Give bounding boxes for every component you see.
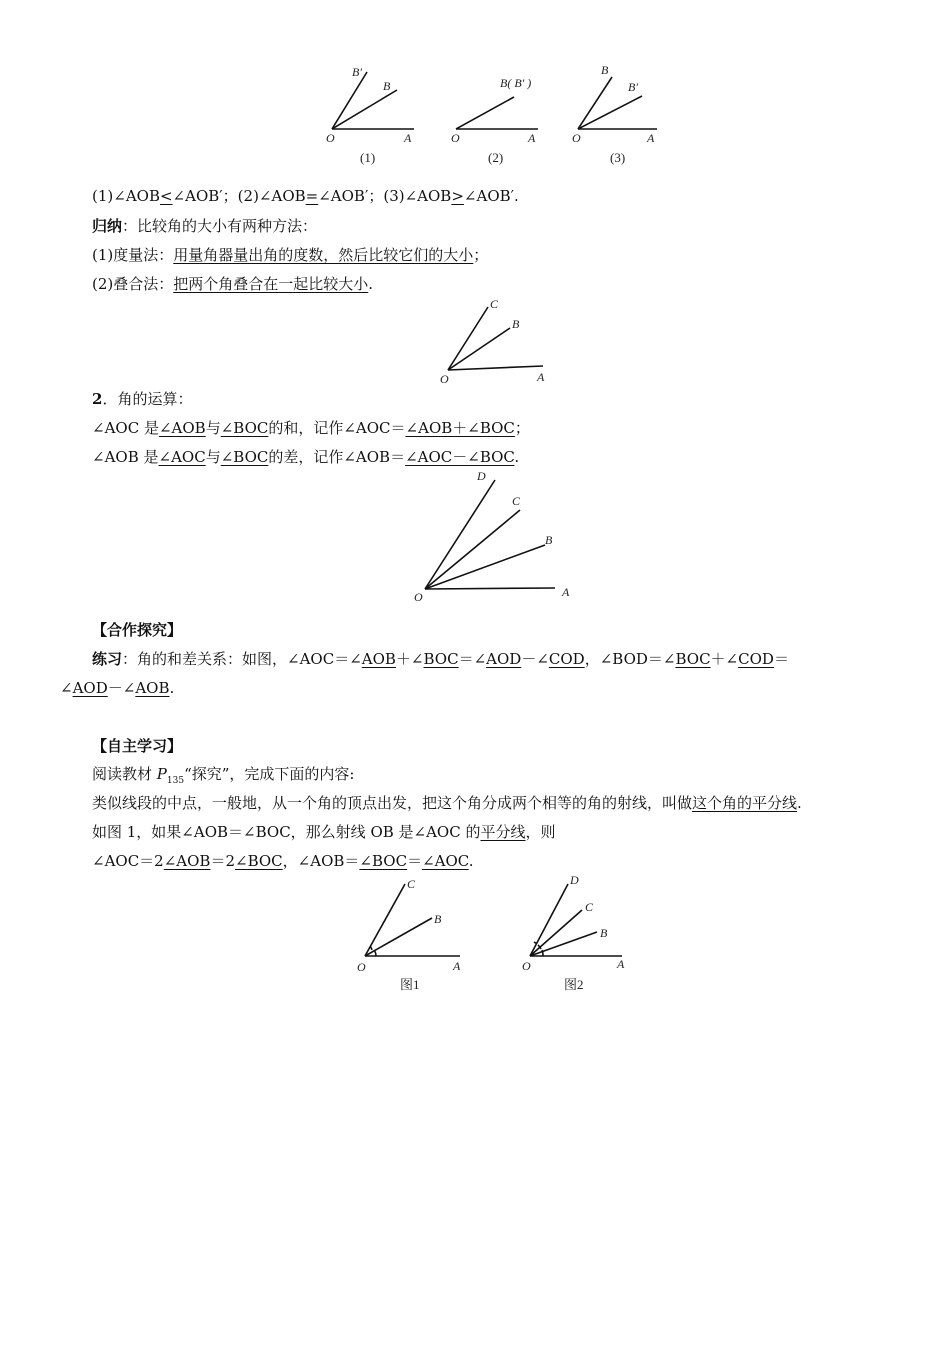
angle-compare-figure — [320, 60, 670, 170]
text: ，则 — [525, 823, 556, 841]
text: ； — [514, 419, 530, 437]
text: . — [169, 679, 175, 697]
text: . — [468, 852, 474, 870]
section-title: ．角的运算： — [102, 390, 193, 408]
label-o: O — [451, 131, 460, 145]
answer: BOC — [423, 650, 459, 668]
label-b: B — [512, 317, 520, 331]
page-ref: P — [156, 765, 167, 783]
answer: ∠AOC — [158, 448, 206, 466]
answer: 平分线 — [480, 823, 526, 841]
answer: AOB — [361, 650, 396, 668]
method-2-label: (2)叠合法： — [92, 275, 174, 293]
read-line — [92, 764, 354, 791]
answer: ∠BOC — [359, 852, 408, 870]
label-o: O — [414, 590, 423, 604]
label-o: O — [440, 372, 449, 386]
text: ∠AOB′. — [463, 187, 519, 205]
text: ； — [473, 246, 489, 264]
bisector-figures — [350, 872, 650, 997]
answer-1: < — [159, 187, 173, 205]
page-number: 135 — [166, 776, 185, 786]
equation-line — [92, 851, 474, 871]
answer: AOD — [72, 679, 108, 697]
figure-panel-3 — [572, 63, 657, 165]
label-o: O — [357, 960, 366, 974]
example-line — [92, 822, 556, 842]
method-1-label: (1)度量法： — [92, 246, 174, 264]
answer: ∠AOC — [422, 852, 469, 870]
label-b: B — [601, 63, 609, 77]
text: ，∠BOD＝∠ — [584, 650, 676, 668]
label-d: D — [570, 873, 579, 887]
label-d: D — [477, 469, 486, 483]
answer: ∠AOB — [163, 852, 211, 870]
text: ∠AOC＝2 — [92, 852, 164, 870]
figure-panel-1 — [326, 65, 414, 165]
self-heading: 【自主学习】 — [92, 737, 183, 755]
label-o: O — [572, 131, 581, 145]
answer: ∠AOC－∠BOC — [405, 448, 515, 466]
label-b-prime: B′ — [352, 65, 362, 79]
text: 的和，记作∠AOC＝ — [268, 419, 406, 437]
ops-line-1 — [92, 418, 530, 438]
text: 的差，记作∠AOB＝ — [268, 448, 406, 466]
answer: ∠AOB＋∠BOC — [405, 419, 515, 437]
label-c: C — [490, 297, 499, 311]
section-number: 2 — [92, 390, 103, 408]
caption-3: (3) — [610, 150, 626, 165]
answer: 这个角的平分线 — [692, 794, 798, 812]
summary-text: ：比较角的大小有两种方法： — [122, 217, 318, 235]
figure-1 — [357, 877, 461, 992]
label-c: C — [585, 900, 594, 914]
angle-four-rays-figure — [410, 465, 580, 605]
text: . — [368, 275, 374, 293]
label-b-b-prime: B( B′ ) — [500, 76, 532, 90]
label-o: O — [522, 959, 531, 973]
caption-1: (1) — [360, 150, 376, 165]
definition-line — [92, 793, 802, 813]
label-a: A — [617, 957, 625, 971]
text: ∠AOB′；(2)∠AOB — [172, 187, 306, 205]
answer: ∠AOB — [158, 419, 206, 437]
coop-heading: 【合作探究】 — [92, 621, 183, 639]
label-c: C — [407, 877, 416, 891]
coop-line-2 — [60, 678, 174, 698]
text: －∠ — [107, 679, 136, 697]
label-b: B — [383, 79, 391, 93]
text: (1)∠AOB — [92, 187, 160, 205]
label-b-prime: B′ — [628, 80, 638, 94]
label-c: C — [512, 494, 521, 508]
answer: ∠BOC — [220, 419, 269, 437]
method-1-answer: 用量角器量出角的度数，然后比较它们的大小 — [173, 246, 474, 264]
text: ：角的和差关系：如图，∠AOC＝∠ — [122, 650, 362, 668]
answer: BOC — [675, 650, 711, 668]
coop-line-1 — [92, 649, 789, 669]
text: ，∠AOB＝ — [282, 852, 360, 870]
ops-title — [92, 389, 192, 409]
label-b: B — [434, 912, 442, 926]
label-a: A — [404, 131, 412, 145]
text: “探究”，完成下面的内容: — [184, 765, 355, 783]
answer-2: = — [305, 187, 319, 205]
text: ＋∠ — [395, 650, 424, 668]
practice-label: 练习 — [92, 650, 123, 668]
text: ∠AOB 是 — [92, 448, 159, 466]
text: ∠ — [60, 679, 73, 697]
method-2-answer: 把两个角叠合在一起比较大小 — [173, 275, 369, 293]
text: . — [514, 448, 520, 466]
label-a: A — [562, 585, 570, 599]
text: ＝2 — [210, 852, 236, 870]
caption-2: (2) — [488, 150, 504, 165]
text: 阅读教材 — [92, 765, 157, 783]
label-a: A — [528, 131, 536, 145]
method-2-line — [92, 274, 373, 294]
figure-panel-2 — [451, 76, 538, 165]
text: 与 — [205, 419, 221, 437]
summary-line — [92, 216, 317, 236]
label-o: O — [326, 131, 335, 145]
caption-fig2: 图2 — [564, 977, 584, 992]
text: 类似线段的中点，一般地，从一个角的顶点出发，把这个角分成两个相等的角的射线，叫做 — [92, 794, 693, 812]
label-a: A — [647, 131, 655, 145]
text: . — [797, 794, 802, 812]
text: ∠AOB′；(3)∠AOB — [318, 187, 452, 205]
answer: ∠BOC — [220, 448, 269, 466]
text: －∠ — [521, 650, 549, 668]
text: 如图 1，如果∠AOB＝∠BOC，那么射线 OB 是∠AOC 的 — [92, 823, 481, 841]
text: ∠AOC 是 — [92, 419, 159, 437]
label-a: A — [537, 370, 545, 384]
answer: AOB — [135, 679, 170, 697]
answer: COD — [738, 650, 774, 668]
method-1-line — [92, 245, 488, 265]
text: 与 — [205, 448, 221, 466]
label-b: B — [600, 926, 608, 940]
answer: AOD — [486, 650, 522, 668]
text: ＝∠ — [458, 650, 487, 668]
caption-fig1: 图1 — [400, 977, 420, 992]
answer: ∠BOC — [235, 852, 283, 870]
answer-3: > — [451, 187, 464, 205]
text: ＋∠ — [710, 650, 739, 668]
answer: COD — [548, 650, 585, 668]
ops-line-2 — [92, 447, 519, 467]
figure-2 — [522, 873, 625, 992]
compare-line — [92, 186, 519, 206]
label-b: B — [545, 533, 553, 547]
summary-label: 归纳 — [92, 217, 123, 235]
text: ＝ — [407, 852, 423, 870]
label-a: A — [453, 959, 461, 973]
text: ＝ — [773, 650, 789, 668]
angle-sum-figure — [430, 295, 560, 390]
